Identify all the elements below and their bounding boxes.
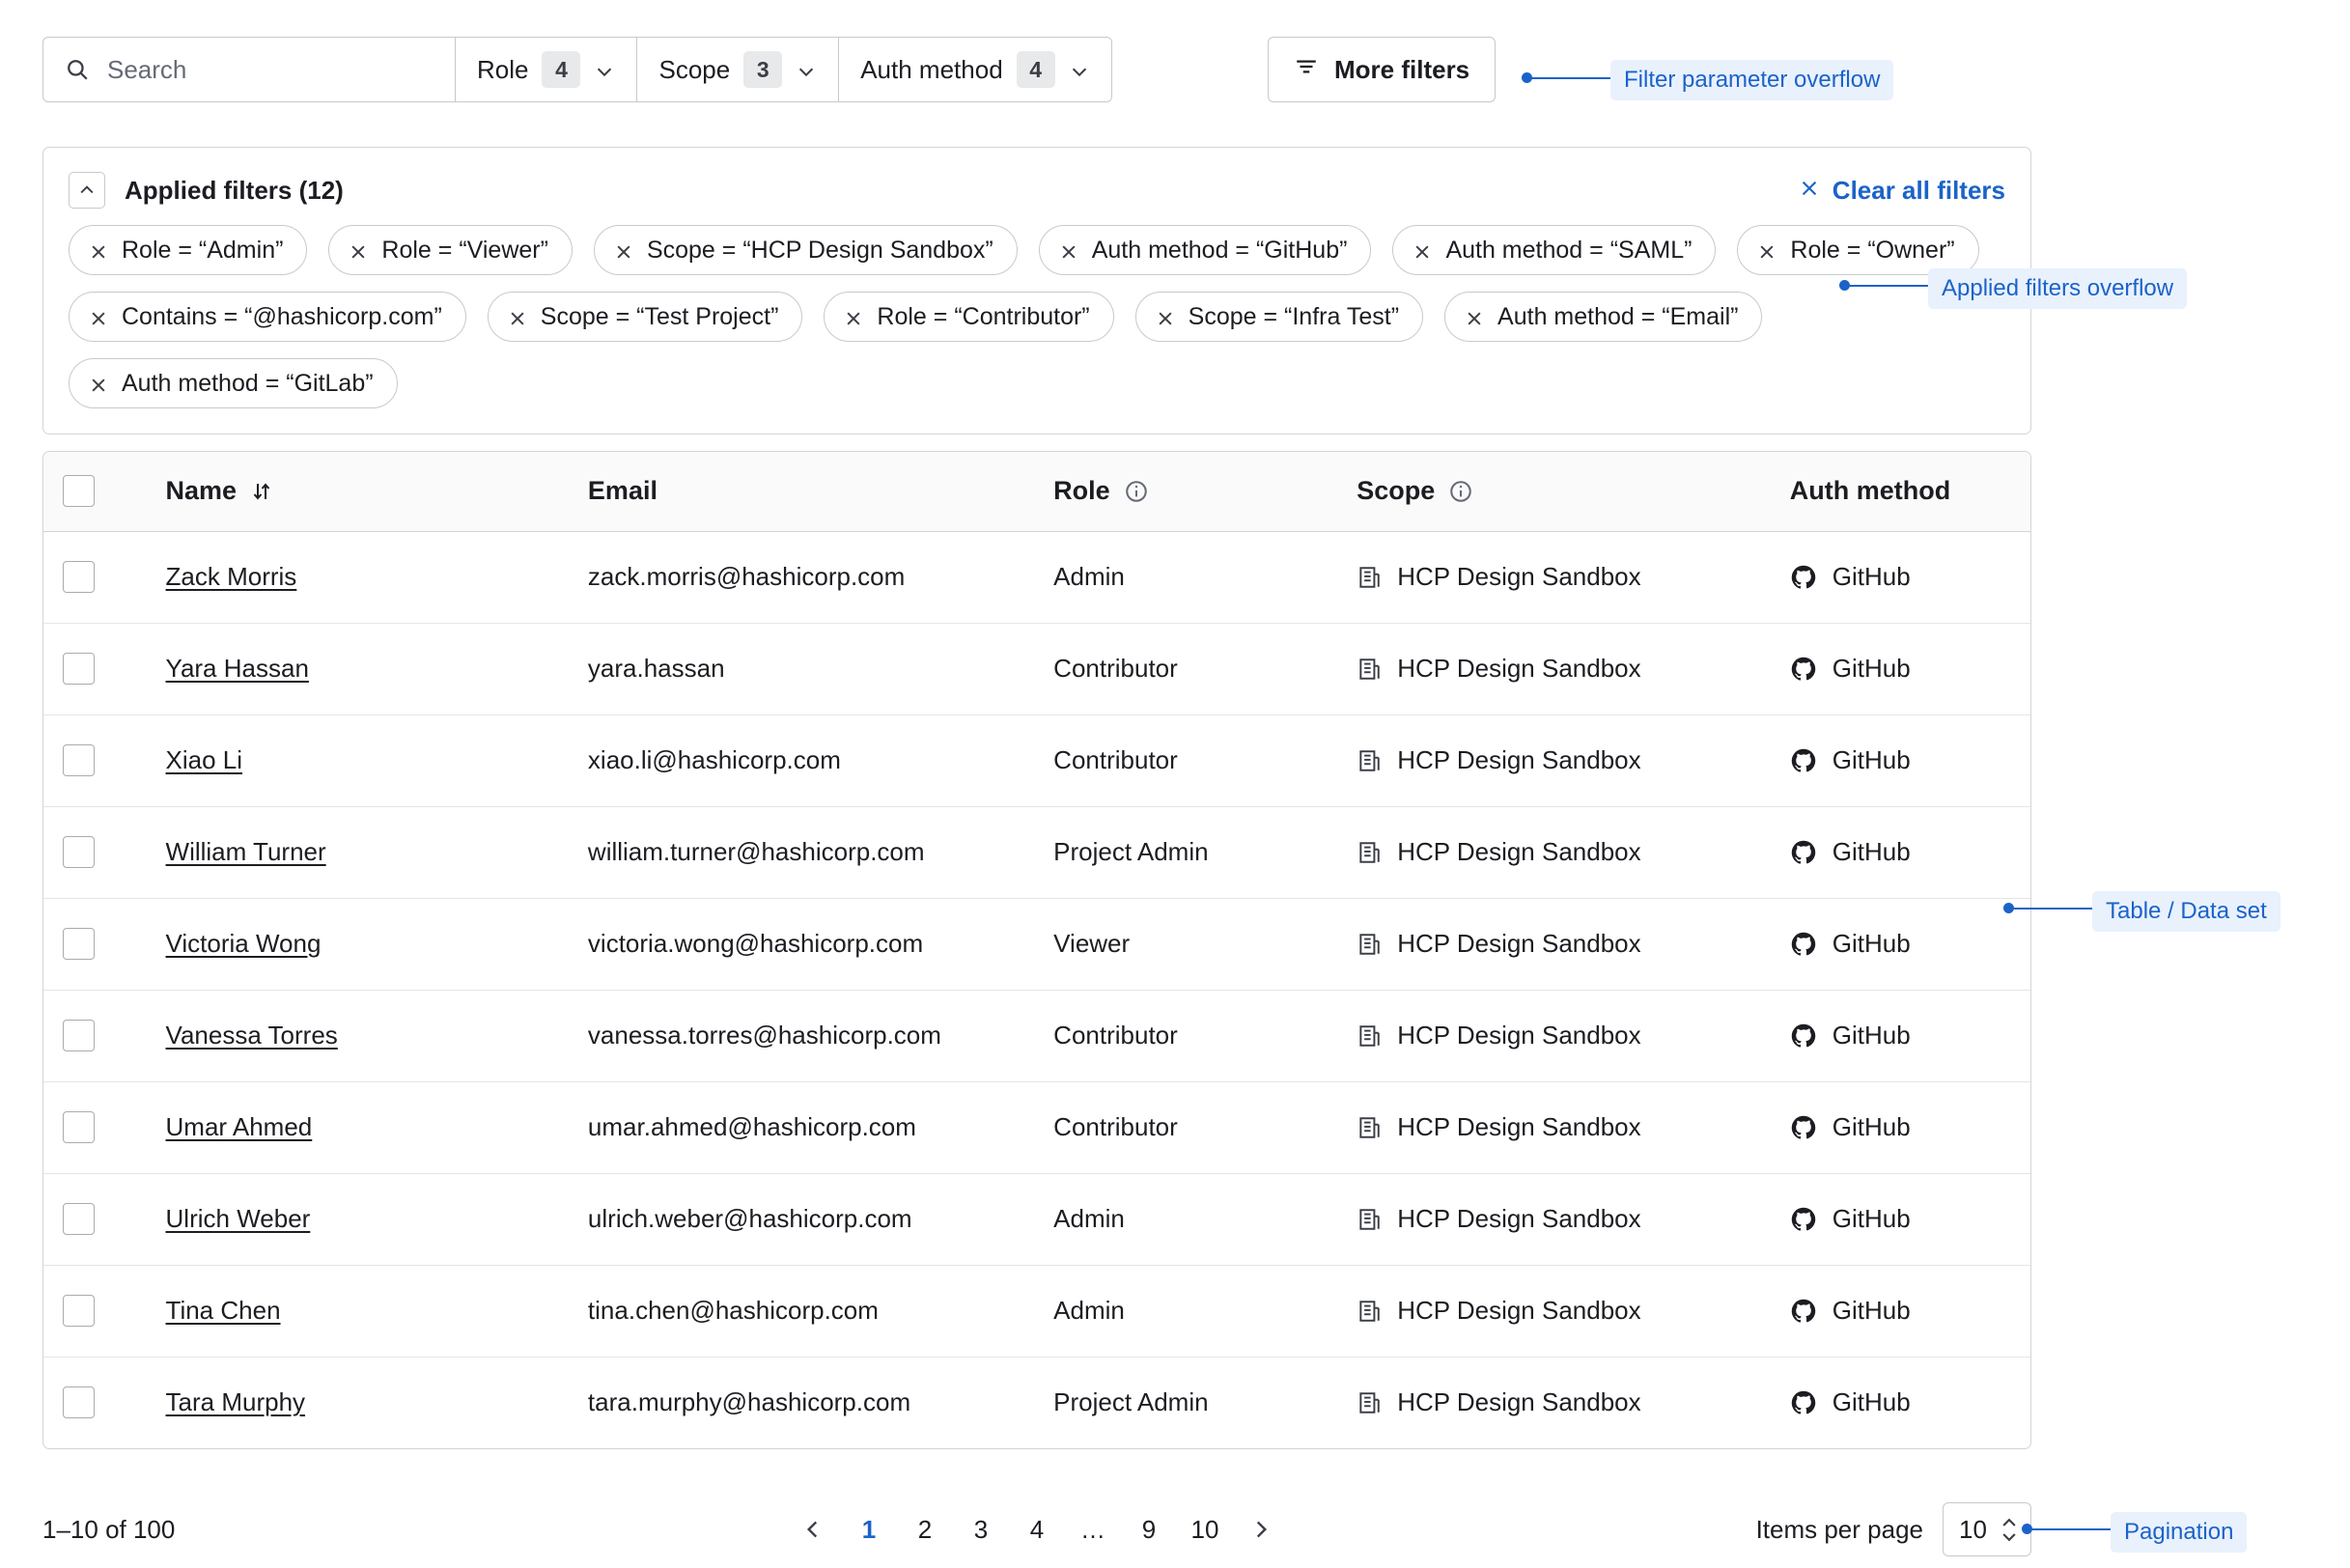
close-icon[interactable] (1156, 307, 1175, 326)
cell-name (147, 898, 569, 990)
user-name-link[interactable]: Xiao Li (165, 745, 243, 774)
scope-label: HCP Design Sandbox (1397, 929, 1641, 958)
table-row (43, 1265, 2030, 1357)
auth-method-label: GitHub (1832, 1112, 1911, 1141)
scope-label: HCP Design Sandbox (1397, 745, 1641, 774)
pagination-page-4[interactable]: 4 (1029, 1514, 1045, 1544)
cell-email: tina.chen@hashicorp.com (569, 1265, 1034, 1357)
github-icon (1790, 1298, 1817, 1325)
cell-scope (1337, 714, 1771, 806)
cell-role: Contributor (1034, 990, 1337, 1081)
organization-icon (1357, 1115, 1382, 1140)
filter-chip-label: Role = “Admin” (122, 236, 284, 264)
annotation-filter-overflow: Filter parameter overflow (1610, 60, 1893, 100)
pagination-page-9[interactable]: 9 (1141, 1514, 1157, 1544)
close-icon[interactable] (89, 307, 108, 326)
cell-auth-method (1771, 1081, 2030, 1173)
cell-auth-method (1771, 1265, 2030, 1357)
github-icon (1790, 839, 1817, 866)
cell-auth-method (1771, 806, 2030, 898)
row-select-cell (43, 1265, 147, 1357)
filter-count-role: 4 (542, 51, 580, 88)
close-icon[interactable] (508, 307, 527, 326)
close-icon[interactable] (614, 240, 633, 260)
more-filters-button[interactable] (1268, 37, 1496, 102)
table-row (43, 1357, 2030, 1448)
clear-all-filters-button[interactable] (1799, 176, 2005, 206)
table-row (43, 531, 2030, 623)
filter-chip-label: Role = “Owner” (1790, 236, 1955, 264)
cell-scope (1337, 1265, 1771, 1357)
row-checkbox[interactable] (63, 1295, 95, 1327)
row-checkbox[interactable] (63, 836, 95, 868)
filter-chip[interactable] (1135, 292, 1423, 342)
github-icon (1790, 564, 1817, 591)
annotation-applied-overflow: Applied filters overflow (1928, 268, 2187, 309)
filter-chip-label: Scope = “Infra Test” (1188, 302, 1400, 330)
auth-method-label: GitHub (1832, 1296, 1911, 1325)
cell-name (147, 990, 569, 1081)
search-input[interactable] (105, 54, 434, 86)
close-icon[interactable] (1465, 307, 1484, 326)
auth-method-label: GitHub (1832, 562, 1911, 591)
table-row (43, 714, 2030, 806)
applied-filters-title: Applied filters (12) (125, 175, 344, 205)
row-select-cell (43, 1173, 147, 1265)
row-checkbox[interactable] (63, 653, 95, 685)
close-icon[interactable] (89, 240, 108, 260)
table-row (43, 990, 2030, 1081)
row-checkbox[interactable] (63, 744, 95, 776)
row-select-cell (43, 1357, 147, 1448)
applied-filter-chips (69, 225, 2005, 408)
filter-chip[interactable] (69, 358, 398, 408)
stepper-icon (2000, 1518, 2019, 1542)
pagination-ellipsis: … (1080, 1514, 1105, 1544)
auth-method-label: GitHub (1832, 1387, 1911, 1417)
filter-chip-label: Auth method = “Email” (1497, 302, 1739, 330)
auth-method-label: GitHub (1832, 837, 1911, 866)
search-icon (65, 57, 90, 82)
organization-icon (1357, 932, 1382, 957)
chevron-down-icon (594, 59, 615, 80)
organization-icon (1357, 1207, 1382, 1232)
table-row (43, 898, 2030, 990)
cell-email: umar.ahmed@hashicorp.com (569, 1081, 1034, 1173)
select-all-header (43, 452, 147, 531)
cell-scope (1337, 990, 1771, 1081)
organization-icon (1357, 1299, 1382, 1324)
anno-line-table (2013, 908, 2092, 910)
filter-count-scope: 3 (743, 51, 782, 88)
info-icon[interactable] (1124, 479, 1149, 504)
filter-chip-label: Auth method = “SAML” (1445, 236, 1693, 264)
github-icon (1790, 1389, 1817, 1416)
scope-label: HCP Design Sandbox (1397, 562, 1641, 591)
user-name-link[interactable]: Tina Chen (165, 1296, 281, 1325)
column-header-name[interactable] (147, 452, 569, 531)
items-per-page (1756, 1502, 2031, 1556)
column-header-name-label: Name (165, 476, 238, 506)
users-table (42, 451, 2031, 1449)
github-icon (1790, 1022, 1817, 1050)
table-row (43, 806, 2030, 898)
cell-scope (1337, 1081, 1771, 1173)
column-header-scope (1337, 452, 1771, 531)
scope-label: HCP Design Sandbox (1397, 1204, 1641, 1233)
close-icon[interactable] (1757, 240, 1776, 260)
cell-email: ulrich.weber@hashicorp.com (569, 1173, 1034, 1265)
table-row (43, 1173, 2030, 1265)
cell-role: Contributor (1034, 714, 1337, 806)
close-icon[interactable] (1059, 240, 1078, 260)
row-checkbox[interactable] (63, 561, 95, 593)
filter-chip[interactable] (1444, 292, 1762, 342)
filter-label-role: Role (477, 54, 529, 84)
cell-role: Viewer (1034, 898, 1337, 990)
row-checkbox[interactable] (63, 1111, 95, 1143)
cell-auth-method (1771, 1173, 2030, 1265)
scope-label: HCP Design Sandbox (1397, 1112, 1641, 1141)
github-icon (1790, 656, 1817, 683)
filter-bar (42, 37, 1112, 102)
cell-email: xiao.li@hashicorp.com (569, 714, 1034, 806)
applied-filters-header (69, 169, 2005, 211)
cell-name (147, 714, 569, 806)
cell-scope (1337, 806, 1771, 898)
scope-label: HCP Design Sandbox (1397, 1387, 1641, 1417)
cell-scope (1337, 1173, 1771, 1265)
filter-label-auth-method: Auth method (860, 54, 1003, 84)
filter-chip[interactable] (1392, 225, 1716, 275)
auth-method-label: GitHub (1832, 654, 1911, 683)
filter-chip[interactable] (824, 292, 1113, 342)
organization-icon (1357, 565, 1382, 590)
cell-auth-method (1771, 990, 2030, 1081)
organization-icon (1357, 748, 1382, 773)
filter-chip[interactable] (594, 225, 1018, 275)
user-name-link[interactable]: Vanessa Torres (165, 1021, 338, 1050)
cell-role: Admin (1034, 1265, 1337, 1357)
cell-name (147, 1357, 569, 1448)
pagination-page-3[interactable]: 3 (973, 1514, 989, 1544)
column-header-email (569, 452, 1034, 531)
github-icon (1790, 1206, 1817, 1233)
auth-method-label: GitHub (1832, 929, 1911, 958)
row-select-cell (43, 990, 147, 1081)
select-all-checkbox[interactable] (63, 475, 95, 507)
row-select-cell (43, 1081, 147, 1173)
cell-email: zack.morris@hashicorp.com (569, 531, 1034, 623)
user-name-link[interactable]: Umar Ahmed (165, 1112, 313, 1141)
anno-line-applied-overflow (1849, 285, 1928, 287)
cell-role: Project Admin (1034, 806, 1337, 898)
cell-scope (1337, 623, 1771, 714)
close-icon[interactable] (1413, 240, 1432, 260)
anno-line-filter-overflow (1531, 77, 1610, 79)
row-checkbox[interactable] (63, 1203, 95, 1235)
cell-auth-method (1771, 623, 2030, 714)
pagination-pages (785, 1502, 1289, 1556)
cell-scope (1337, 898, 1771, 990)
table-row (43, 623, 2030, 714)
auth-method-label: GitHub (1832, 1021, 1911, 1050)
cell-email: victoria.wong@hashicorp.com (569, 898, 1034, 990)
filter-dropdown-role[interactable] (456, 37, 637, 102)
applied-filters-panel (42, 147, 2031, 434)
cell-role: Project Admin (1053, 1387, 1209, 1417)
cell-auth-method (1771, 898, 2030, 990)
organization-icon (1357, 657, 1382, 682)
organization-icon (1357, 1390, 1382, 1415)
filter-chip-label: Scope = “Test Project” (540, 302, 779, 330)
search-box[interactable] (42, 37, 456, 102)
filter-dropdown-scope[interactable] (637, 37, 839, 102)
cell-role: Contributor (1034, 623, 1337, 714)
cell-auth-method (1771, 531, 2030, 623)
sort-icon[interactable] (250, 480, 273, 503)
clear-all-filters-label: Clear all filters (1832, 175, 2005, 205)
github-icon (1790, 747, 1817, 774)
organization-icon (1357, 1023, 1382, 1049)
pagination-prev-button[interactable] (785, 1502, 841, 1556)
more-filters-label: More filters (1334, 54, 1470, 84)
filter-chip-label: Role = “Viewer” (381, 236, 548, 264)
column-header-auth-method-label: Auth method (1789, 476, 1951, 506)
table-row (43, 1081, 2030, 1173)
chevron-down-icon (1069, 59, 1090, 80)
cell-role: Admin (1034, 1173, 1337, 1265)
filter-chip[interactable] (69, 292, 466, 342)
annotation-pagination: Pagination (2111, 1512, 2247, 1553)
filter-chip-label: Auth method = “GitHub” (1091, 236, 1348, 264)
filter-chip-label: Contains = “@hashicorp.com” (122, 302, 442, 330)
close-icon[interactable] (844, 307, 863, 326)
pagination-next-button[interactable] (1233, 1502, 1289, 1556)
user-name-link[interactable]: Victoria Wong (165, 929, 322, 958)
cell-auth-method (1771, 714, 2030, 806)
table-body (43, 531, 2030, 1448)
scope-label: HCP Design Sandbox (1397, 1021, 1641, 1050)
filter-chip[interactable] (328, 225, 573, 275)
cell-scope (1337, 531, 1771, 623)
cell-email: yara.hassan (569, 623, 1034, 714)
cell-email: vanessa.torres@hashicorp.com (569, 990, 1034, 1081)
cell-name (147, 806, 569, 898)
github-icon (1790, 931, 1817, 958)
cell-email: william.turner@hashicorp.com (569, 806, 1034, 898)
cell-auth-method (1771, 1357, 2030, 1448)
filter-label-scope: Scope (658, 54, 731, 84)
pagination-range: 1–10 of 100 (42, 1514, 176, 1544)
github-icon (1790, 1114, 1817, 1141)
column-header-scope-label: Scope (1357, 476, 1436, 506)
row-checkbox[interactable] (63, 1020, 95, 1051)
info-icon[interactable] (1448, 479, 1473, 504)
close-icon[interactable] (89, 374, 108, 393)
row-select-cell (43, 531, 147, 623)
column-header-email-label: Email (587, 476, 657, 506)
user-name-link[interactable]: Ulrich Weber (165, 1204, 311, 1233)
items-per-page-value: 10 (1959, 1514, 1987, 1544)
scope-label: HCP Design Sandbox (1397, 837, 1641, 866)
row-checkbox[interactable] (63, 1386, 95, 1418)
filter-dropdown-auth-method[interactable] (839, 37, 1111, 102)
row-select-cell (43, 714, 147, 806)
column-header-role-label: Role (1053, 476, 1110, 506)
cell-scope (1337, 1357, 1771, 1448)
user-name-link[interactable]: Zack Morris (165, 562, 297, 591)
pagination-page-2[interactable]: 2 (917, 1514, 933, 1544)
table-header-row (43, 452, 2030, 531)
cell-name (147, 1081, 569, 1173)
chevron-down-icon (796, 59, 817, 80)
items-per-page-select[interactable] (1943, 1502, 2031, 1556)
filter-chip[interactable] (1039, 225, 1372, 275)
pagination (42, 1502, 2031, 1556)
row-select-cell (43, 898, 147, 990)
scope-label: HCP Design Sandbox (1397, 654, 1641, 683)
cell-role: Contributor (1034, 1081, 1337, 1173)
filter-chip-label: Role = “Contributor” (877, 302, 1090, 330)
filter-chip-label: Scope = “HCP Design Sandbox” (646, 236, 993, 264)
anno-line-pagination (2031, 1528, 2111, 1530)
scope-label: HCP Design Sandbox (1397, 1296, 1641, 1325)
close-icon (1799, 176, 1820, 206)
cell-name (147, 1265, 569, 1357)
pagination-page-10[interactable]: 10 (1190, 1514, 1219, 1544)
filter-lines-icon (1294, 54, 1319, 86)
pagination-page-1[interactable]: 1 (861, 1514, 877, 1544)
collapse-applied-filters-button[interactable] (69, 172, 105, 209)
cell-email: tara.murphy@hashicorp.com (587, 1387, 911, 1417)
row-select-cell (43, 623, 147, 714)
auth-method-label: GitHub (1832, 745, 1911, 774)
user-name-link[interactable]: Tara Murphy (165, 1387, 306, 1417)
cell-name (147, 623, 569, 714)
filter-chip-label: Auth method = “GitLab” (122, 369, 374, 397)
column-header-role (1034, 452, 1337, 531)
items-per-page-label: Items per page (1755, 1514, 1923, 1544)
close-icon[interactable] (349, 240, 368, 260)
filter-count-auth-method: 4 (1017, 51, 1055, 88)
organization-icon (1357, 840, 1382, 865)
filter-chip[interactable] (69, 225, 307, 275)
auth-method-label: GitHub (1832, 1204, 1911, 1233)
column-header-auth-method (1771, 452, 2030, 531)
user-name-link[interactable]: Yara Hassan (165, 654, 309, 683)
row-select-cell (43, 806, 147, 898)
cell-name (147, 531, 569, 623)
annotation-table-dataset: Table / Data set (2092, 891, 2280, 932)
cell-role: Admin (1034, 531, 1337, 623)
cell-name (147, 1173, 569, 1265)
filter-chip[interactable] (488, 292, 803, 342)
row-checkbox[interactable] (63, 928, 95, 960)
user-name-link[interactable]: William Turner (165, 837, 326, 866)
